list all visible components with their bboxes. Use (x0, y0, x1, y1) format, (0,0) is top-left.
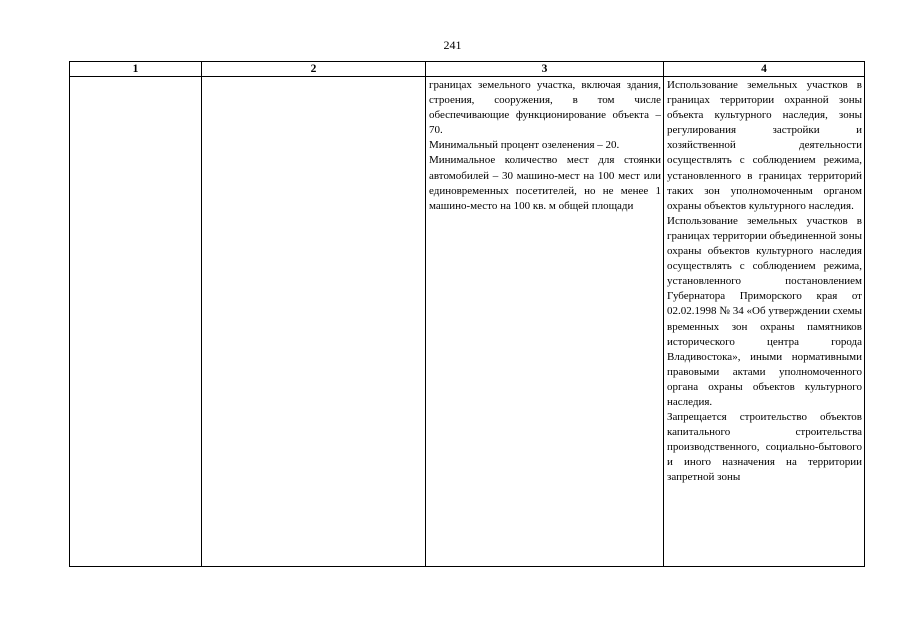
page-number: 241 (443, 38, 462, 52)
column-header-4: 4 (664, 62, 865, 77)
col3-paragraph-1: границах земельного участка, включая здания, строения, сооружения, в том числе обеспечивающие функционирование объекта – 70. (429, 79, 661, 137)
column-header-1: 1 (70, 62, 202, 77)
col3-paragraph-3: Минимальное количество мест для стоянки автомобилей – 30 машино-мест на 100 мест или единовременных посетителей, но не менее 1 машино-место на 100 кв. м общей площади (429, 154, 661, 212)
column-header-2: 2 (202, 62, 426, 77)
cell-col4 (664, 77, 865, 567)
column-header-3: 3 (426, 62, 664, 77)
cell-col2 (202, 77, 426, 567)
col4-paragraph-2: Использование земельных участков в границах территории объединенной зоны охраны объектов культурного наследия осуществлять с соблюдением режима, установленного постановлением Губернатора Приморского края от 02.02.1998 № 34 «Об утверждении схемы временных зон охраны памятников исторического центра города Владивостока», иными нормативными правовыми актами уполномоченного органа охраны объектов культурного наследия. (667, 214, 862, 408)
cell-col1 (70, 77, 202, 567)
table-row (70, 77, 865, 567)
cell-col4-text (664, 77, 864, 486)
document-table (69, 61, 865, 567)
col4-paragraph-3: Запрещается строительство объектов капитального строительства производственного, социально-бытового и иного назначения на территории запретной зоны (667, 411, 862, 484)
cell-col3 (426, 77, 664, 567)
table-header-row (70, 62, 865, 77)
col3-paragraph-2: Минимальный процент озеленения – 20. (429, 139, 620, 152)
col4-paragraph-1: Использование земельных участков в границах территории охранной зоны объекта культурного наследия, зоны регулирования застройки и хозяйственной деятельности осуществлять с соблюдением режима, установленного в границах территорий таких зон уполномоченным органом охраны объектов культурного наследия. (667, 79, 862, 212)
cell-col3-text (426, 77, 663, 214)
